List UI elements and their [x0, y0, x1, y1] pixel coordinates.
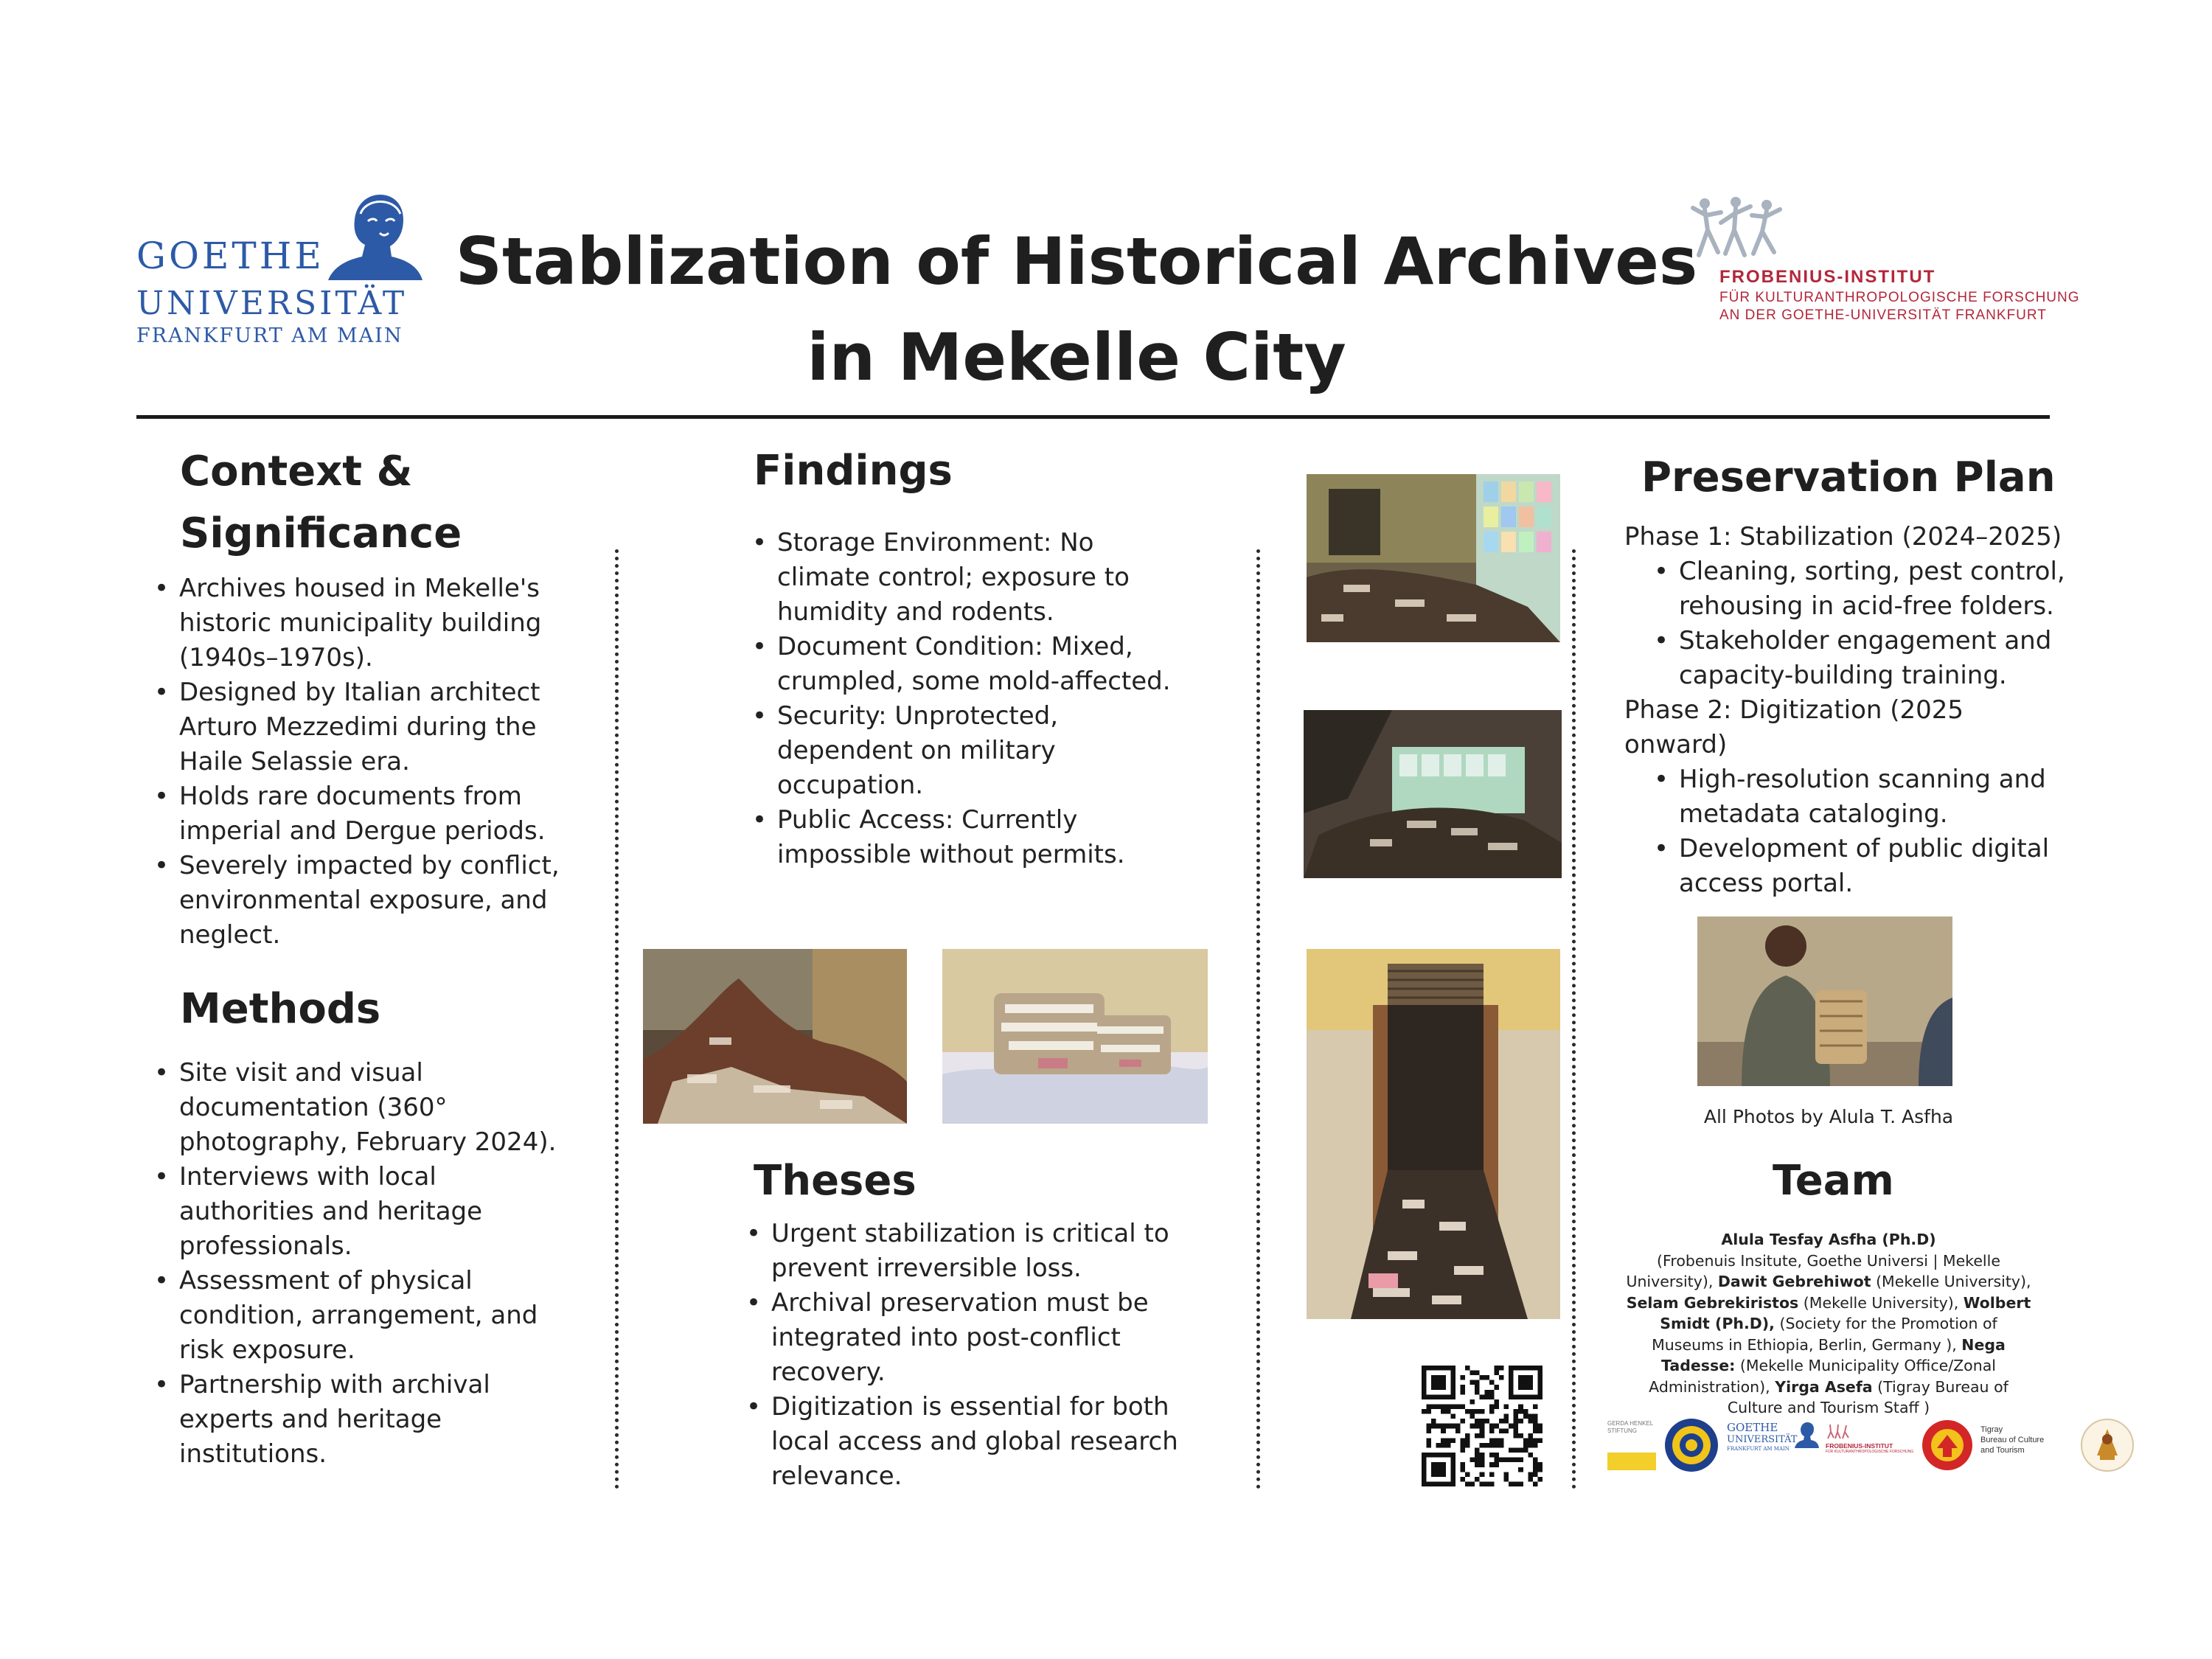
list-item: • Site visit and visual documentation (360° photography, February 2024). — [153, 1056, 566, 1160]
mekelle-university-seal-icon — [1663, 1417, 1719, 1473]
team-member-name: Wolbert Smidt (Ph.D), — [1660, 1293, 2031, 1332]
partner-emblem-icon — [2079, 1417, 2135, 1473]
list-item: • Severely impacted by conflict, environmental exposure, and neglect. — [153, 849, 566, 953]
list-item: • Cleaning, sorting, pest control, rehousing in acid-free folders. — [1652, 554, 2067, 624]
list-item: • Urgent stabilization is critical to prevent irreversible loss. — [745, 1217, 1187, 1286]
goethe-small-line3: FRANKFURT AM MAIN — [1727, 1446, 1790, 1452]
list-item: • High-resolution scanning and metadata cataloging. — [1652, 762, 2067, 832]
team-member-name: Dawit Gebrehiwot — [1717, 1273, 1871, 1290]
goethe-small-bust-icon — [1793, 1422, 1820, 1448]
phase1-label: Phase 1: Stabilization (2024–2025) — [1624, 522, 2062, 552]
frobenius-logo-name: FROBENIUS-INSTITUT — [1719, 267, 1936, 287]
findings-heading: Findings — [754, 447, 953, 495]
goethe-bust-icon — [327, 192, 424, 280]
goethe-small-line1: GOETHE — [1727, 1421, 1778, 1434]
frobenius-dancers-icon — [1688, 193, 1784, 260]
list-item: • Interviews with local authorities and heritage professionals. — [153, 1160, 566, 1264]
page-title: Stablization of Historical Archives in Mekelle City — [455, 223, 1698, 395]
frobenius-small-name: FROBENIUS-INSTITUT — [1826, 1442, 1893, 1450]
methods-list — [153, 1056, 566, 1472]
team-member-affiliation: (Mekelle University), — [1876, 1273, 2031, 1290]
phase2-label: Phase 2: Digitization (2025 onward) — [1624, 695, 1964, 759]
team-member-affiliation: (Mekelle University), — [1803, 1293, 1959, 1312]
list-item: • Digitization is essential for both local access and global research relevance. — [745, 1390, 1187, 1494]
goethe-logo-line2: UNIVERSITÄT — [136, 285, 408, 322]
photo-stairwell-debris — [1304, 710, 1562, 878]
goethe-logo-line1: GOETHE — [136, 234, 324, 277]
context-list — [153, 571, 566, 953]
partner-logos — [1607, 1416, 2138, 1475]
team-heading: Team — [1773, 1157, 1894, 1205]
list-item: • Archival preservation must be integrated into post-conflict recovery. — [745, 1286, 1187, 1390]
team-member-name: Nega Tadesse: — [1661, 1335, 2006, 1374]
team-member-name: Selam Gebrekiristos — [1626, 1293, 1799, 1312]
findings-list — [751, 526, 1178, 872]
tigray-bureau-text — [1980, 1425, 2069, 1469]
theses-heading: Theses — [754, 1157, 917, 1205]
team-member-affiliation: (Frobenuis Insitute, Goethe Universi | Mekelle University), — [1626, 1251, 2000, 1290]
phase1-list — [1624, 554, 2067, 693]
photo-archive-pile-room — [643, 949, 907, 1124]
gerda-henkel-logo — [1607, 1420, 1656, 1472]
goethe-university-small-logo — [1727, 1422, 1821, 1470]
header-divider — [136, 415, 2050, 419]
list-item: • Document Condition: Mixed, crumpled, some mold-affected. — [751, 630, 1178, 699]
column-separator-1 — [615, 549, 619, 1489]
frobenius-logo-sub2: AN DER GOETHE-UNIVERSITÄT FRANKFURT — [1719, 307, 2047, 323]
frobenius-small-dancers-icon — [1826, 1423, 1851, 1439]
frobenius-logo-sub1: FÜR KULTURANTHROPOLOGISCHE FORSCHUNG — [1719, 290, 2080, 305]
list-item: • Public Access: Currently impossible without permits. — [751, 803, 1178, 872]
context-heading-line2: Significance — [180, 509, 462, 557]
tigray-bureau-emblem-icon — [1921, 1419, 1974, 1472]
photo-doorway-with-scattered-papers — [1307, 949, 1560, 1319]
photo-corridor-with-glass-blocks — [1307, 474, 1560, 642]
column-separator-3 — [1572, 549, 1576, 1489]
gerda-henkel-text: GERDA HENKEL STIFTUNG — [1607, 1420, 1653, 1434]
team-member-affiliation: (Society for the Promotion of Museums in Ethiopia, Berlin, Germany ), — [1652, 1315, 1997, 1354]
tigray-line2: Bureau of Culture — [1980, 1436, 2045, 1444]
tigray-line1: Tigray — [1980, 1425, 2003, 1434]
team-members — [1622, 1229, 2035, 1419]
goethe-small-line2: UNIVERSITÄT — [1727, 1434, 1798, 1445]
team-member-affiliation: (Tigray Bureau of Culture and Tourism Staff ) — [1727, 1377, 2008, 1416]
context-heading-line1: Context & — [180, 448, 413, 495]
team-member-name: Alula Tesfay Asfha (Ph.D) — [1721, 1231, 1936, 1248]
context-section — [180, 441, 563, 565]
photo-document-stacks — [942, 949, 1208, 1124]
list-item: • Development of public digital access portal. — [1652, 832, 2067, 901]
list-item: • Archives housed in Mekelle's historic municipality building (1940s–1970s). — [153, 571, 566, 675]
team-member-name: Yirga Asefa — [1775, 1377, 1873, 1396]
goethe-logo-line3: FRANKFURT AM MAIN — [136, 324, 403, 347]
frobenius-small-sub: FÜR KULTURANTHROPOLOGISCHE FORSCHUNG — [1826, 1450, 1914, 1454]
list-item: • Stakeholder engagement and capacity-building training. — [1652, 624, 2067, 693]
team-member-affiliation: (Mekelle Municipality Office/Zonal Administration), — [1649, 1357, 1996, 1396]
column-separator-2 — [1256, 549, 1260, 1489]
list-item: • Security: Unprotected, dependent on military occupation. — [751, 699, 1178, 803]
list-item: • Holds rare documents from imperial and Dergue periods. — [153, 779, 566, 849]
qr-code-icon — [1422, 1366, 1543, 1486]
photo-woman-holding-documents — [1697, 917, 1952, 1086]
frobenius-small-logo — [1826, 1423, 1914, 1467]
phase2-list — [1624, 762, 2067, 901]
goethe-university-logo — [136, 192, 424, 350]
list-item: • Partnership with archival experts and heritage institutions. — [153, 1368, 566, 1472]
photo-credit: All Photos by Alula T. Asfha — [1703, 1106, 1954, 1127]
list-item: • Assessment of physical condition, arrangement, and risk exposure. — [153, 1264, 566, 1368]
theses-list — [745, 1217, 1187, 1494]
list-item: • Storage Environment: No climate control; exposure to humidity and rodents. — [751, 526, 1178, 630]
qr-code[interactable] — [1422, 1366, 1543, 1486]
frobenius-institut-logo — [1688, 193, 2116, 326]
methods-heading: Methods — [180, 985, 381, 1033]
tigray-line3: and Tourism — [1980, 1446, 2025, 1455]
preservation-plan-heading: Preservation Plan — [1641, 453, 2056, 501]
list-item: • Designed by Italian architect Arturo Mezzedimi during the Haile Selassie era. — [153, 675, 566, 779]
preservation-plan-body — [1624, 520, 2067, 901]
